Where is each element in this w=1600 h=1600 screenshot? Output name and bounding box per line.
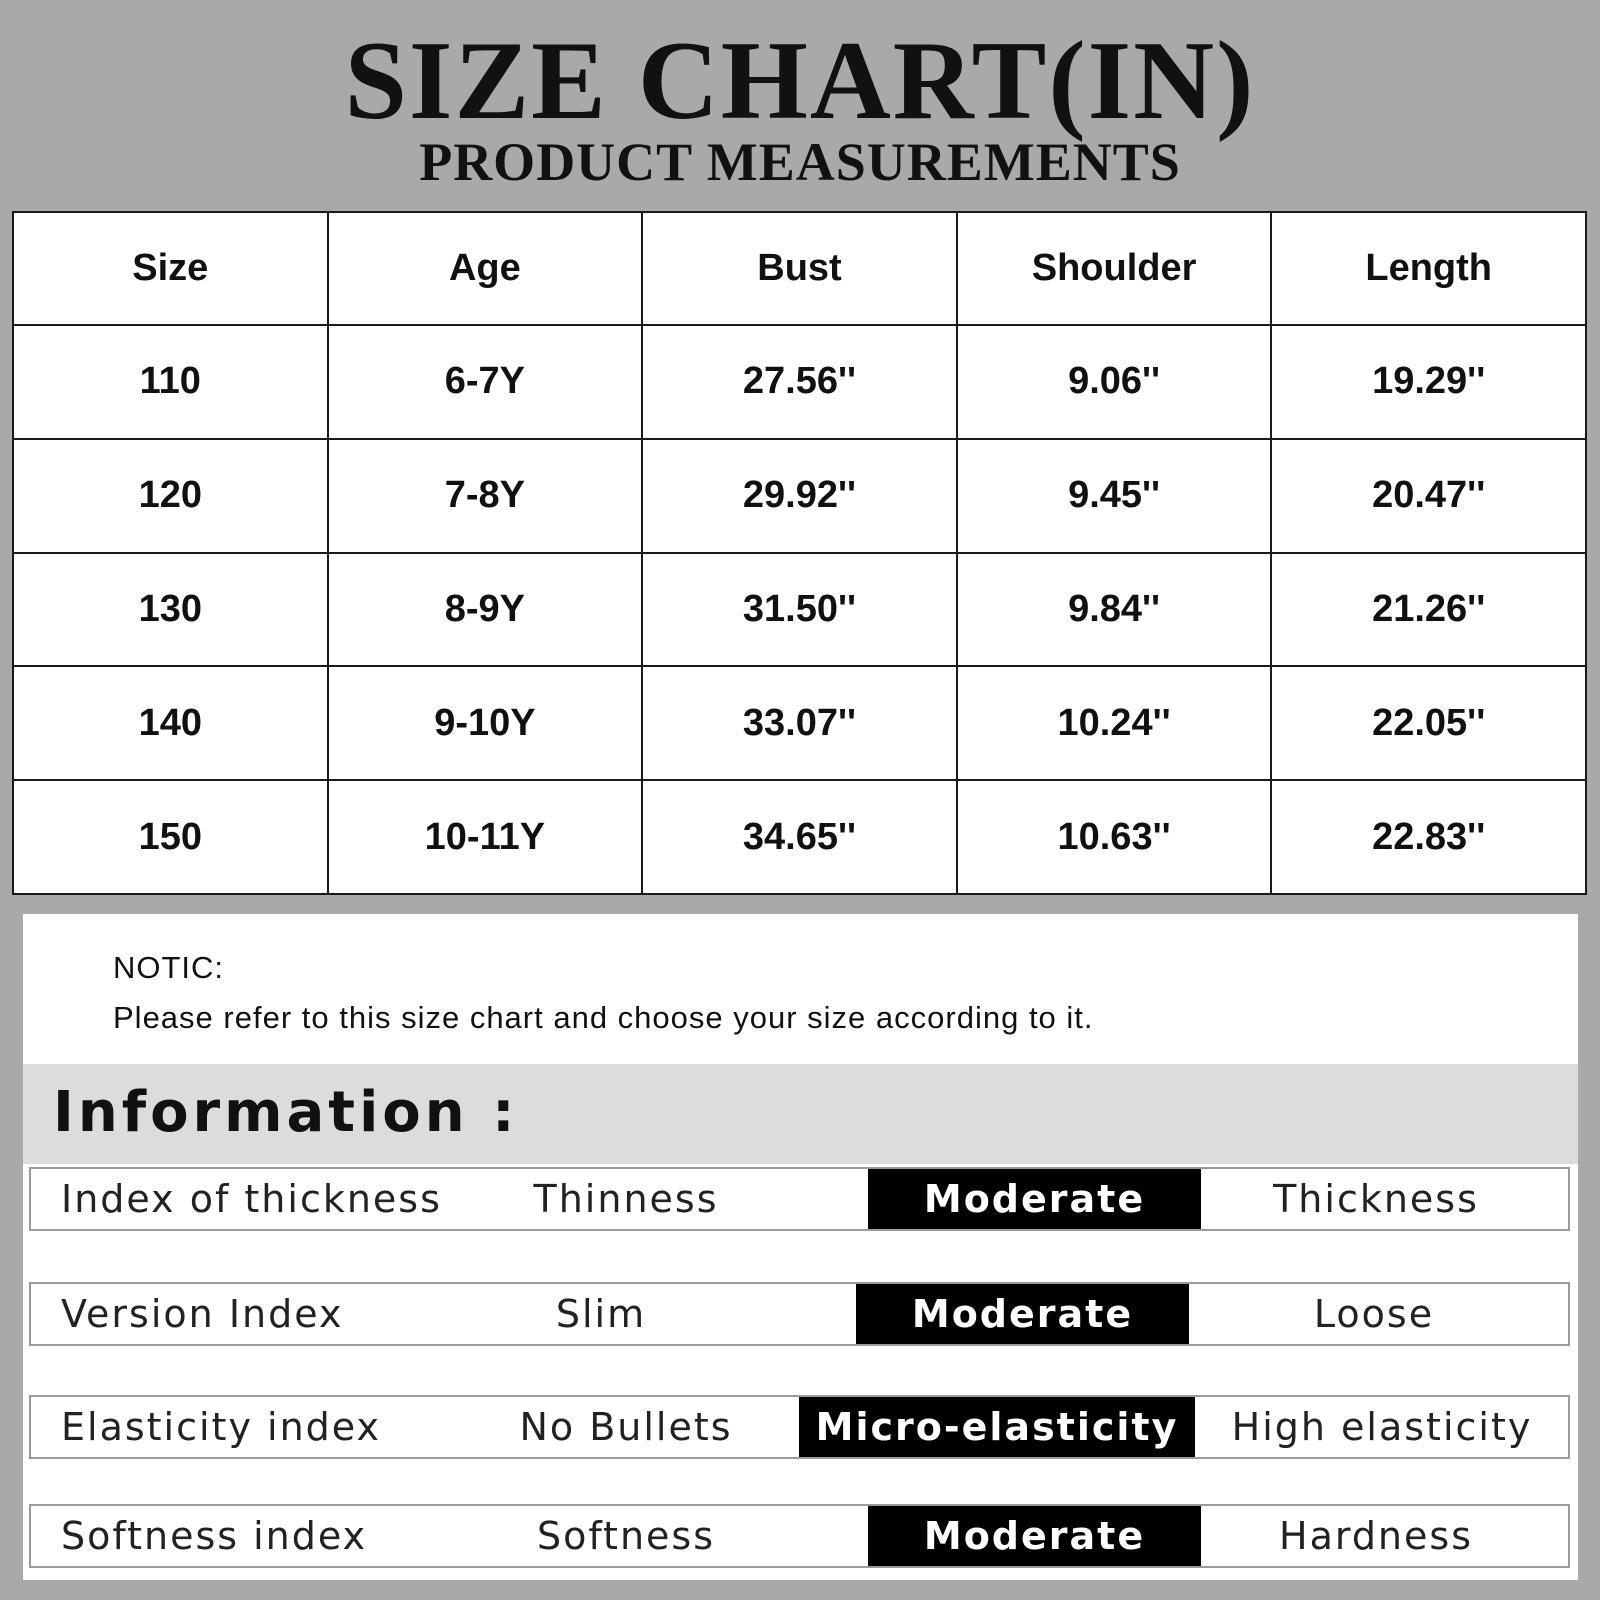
info-row-label: Softness index: [61, 1514, 368, 1558]
table-cell-shoulder: 10.24'': [957, 666, 1272, 780]
table-cell-age: 6-7Y: [328, 325, 643, 439]
table-cell-bust: 29.92'': [642, 439, 957, 553]
info-option-selected: Moderate: [868, 1506, 1201, 1566]
table-cell-bust: 34.65'': [642, 780, 957, 894]
info-option: Softness: [536, 1514, 716, 1558]
table-cell-size: 130: [13, 553, 328, 667]
info-row-thickness: [29, 1167, 1570, 1231]
info-row-elasticity: [29, 1395, 1570, 1459]
info-option: Slim: [555, 1292, 647, 1336]
info-option-selected: Moderate: [868, 1169, 1201, 1229]
table-cell-age: 7-8Y: [328, 439, 643, 553]
info-panel: [23, 914, 1578, 1580]
info-option: High elasticity: [1231, 1405, 1533, 1449]
table-cell-length: 21.26'': [1271, 553, 1586, 667]
table-cell-shoulder: 9.06'': [957, 325, 1272, 439]
table-cell-length: 19.29'': [1271, 325, 1586, 439]
column-header-shoulder: Shoulder: [957, 212, 1272, 325]
column-header-size: Size: [13, 212, 328, 325]
table-cell-shoulder: 9.45'': [957, 439, 1272, 553]
column-header-age: Age: [328, 212, 643, 325]
table-cell-length: 22.83'': [1271, 780, 1586, 894]
info-row-softness: [29, 1504, 1570, 1568]
table-cell-bust: 33.07'': [642, 666, 957, 780]
table-row: [13, 325, 1586, 439]
info-option-selected: Moderate: [856, 1284, 1189, 1344]
info-row-label: Version Index: [61, 1292, 344, 1336]
table-cell-size: 110: [13, 325, 328, 439]
table-cell-shoulder: 10.63'': [957, 780, 1272, 894]
info-option: Hardness: [1279, 1514, 1473, 1558]
table-cell-age: 10-11Y: [328, 780, 643, 894]
info-option-selected: Micro-elasticity: [799, 1397, 1195, 1457]
table-row: [13, 666, 1586, 780]
table-row: [13, 780, 1586, 894]
size-table: [12, 211, 1587, 895]
table-header-row: [13, 212, 1586, 325]
page-title: SIZE CHART(IN): [344, 19, 1256, 143]
info-row-version: [29, 1282, 1570, 1346]
info-option: Thickness: [1273, 1177, 1479, 1221]
table-cell-shoulder: 9.84'': [957, 553, 1272, 667]
table-cell-bust: 27.56'': [642, 325, 957, 439]
table-cell-bust: 31.50'': [642, 553, 957, 667]
info-row-label: Elasticity index: [61, 1405, 381, 1449]
info-row-label: Index of thickness: [61, 1177, 442, 1221]
table-row: [13, 439, 1586, 553]
table-cell-size: 140: [13, 666, 328, 780]
info-option: Loose: [1313, 1292, 1435, 1336]
table-cell-size: 120: [13, 439, 328, 553]
table-cell-length: 22.05'': [1271, 666, 1586, 780]
notice-label: NOTIC:: [113, 950, 225, 985]
table-cell-size: 150: [13, 780, 328, 894]
info-option: No Bullets: [519, 1405, 733, 1449]
column-header-length: Length: [1271, 212, 1586, 325]
page-subtitle: PRODUCT MEASUREMENTS: [419, 132, 1181, 192]
table-cell-age: 8-9Y: [328, 553, 643, 667]
info-option: Thinness: [533, 1177, 719, 1221]
table-cell-age: 9-10Y: [328, 666, 643, 780]
table-row: [13, 553, 1586, 667]
notice-text: Please refer to this size chart and choose your size according to it.: [113, 1000, 1094, 1035]
table-cell-length: 20.47'': [1271, 439, 1586, 553]
information-title: Information :: [53, 1080, 519, 1145]
column-header-bust: Bust: [642, 212, 957, 325]
